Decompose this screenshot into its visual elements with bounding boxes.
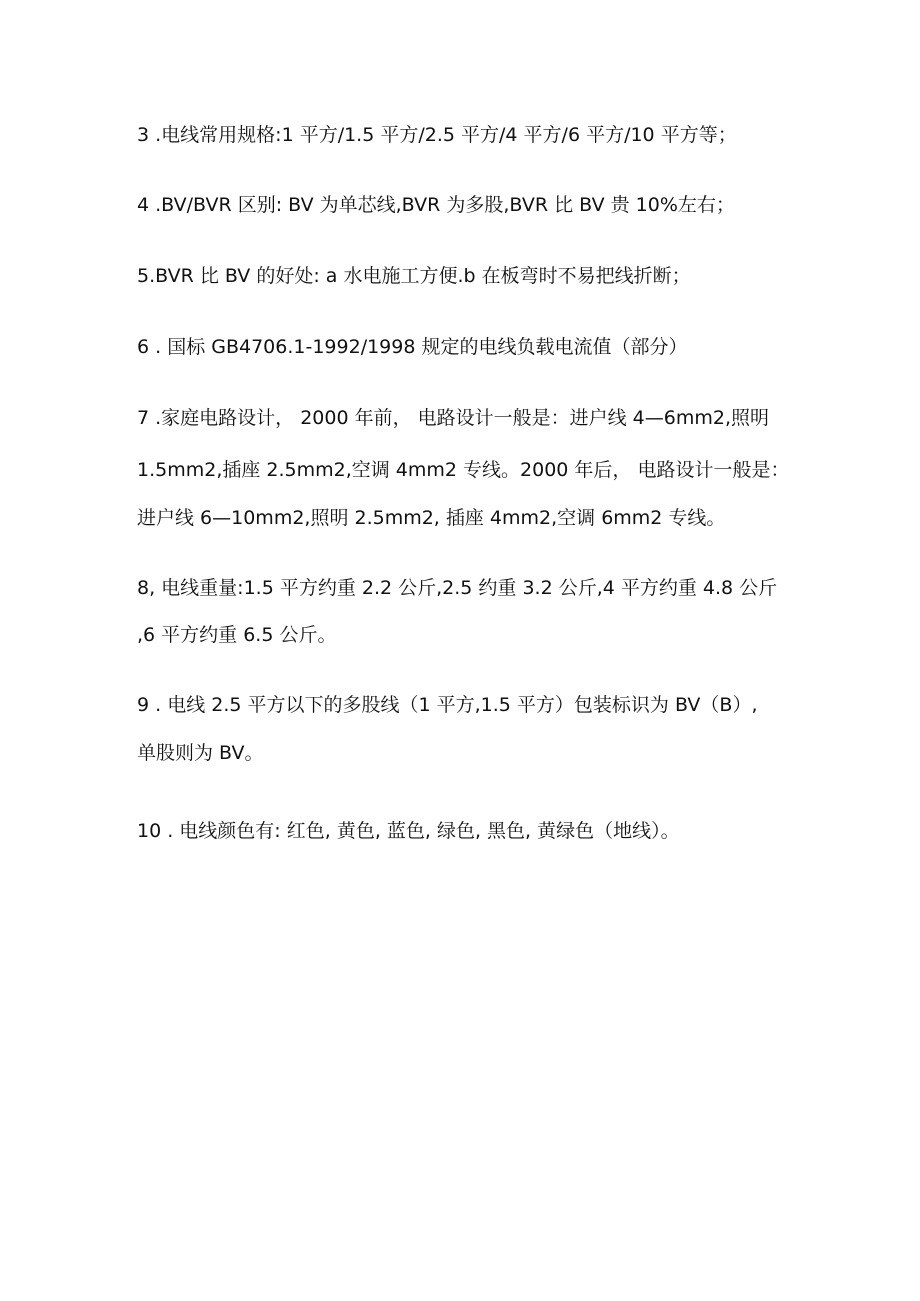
- text-line-item-6: 6 . 国标 GB4706.1-1992/1998 规定的电线负载电流值（部分）: [137, 336, 688, 358]
- text-line-item-3: 3 .电线常用规格:1 平方/1.5 平方/2.5 平方/4 平方/6 平方/10 平方等；: [137, 124, 737, 146]
- text-line-item-7b: 1.5mm2,插座 2.5mm2,空调 4mm2 专线。2000 年后， 电路设计一般是：: [137, 459, 790, 481]
- text-line-item-7a: 7 .家庭电路设计， 2000 年前， 电路设计一般是：进户线 4—6mm2,照明: [137, 407, 770, 429]
- text-line-item-10: 10 . 电线颜色有: 红色, 黄色, 蓝色, 绿色, 黑色, 黄绿色（地线）。: [137, 820, 680, 842]
- text-line-item-7c: 进户线 6—10mm2,照明 2.5mm2, 插座 4mm2,空调 6mm2 专线。: [137, 507, 726, 529]
- text-line-item-5: 5.BVR 比 BV 的好处: a 水电施工方便.b 在板弯时不易把线折断；: [137, 265, 691, 287]
- text-line-item-8a: 8, 电线重量:1.5 平方约重 2.2 公斤,2.5 约重 3.2 公斤,4 平方约重 4.8 公斤: [137, 577, 778, 599]
- text-line-item-9a: 9 . 电线 2.5 平方以下的多股线（1 平方,1.5 平方）包装标识为 BV（B）,: [137, 694, 758, 716]
- text-line-item-8b: ,6 平方约重 6.5 公斤。: [137, 624, 337, 646]
- text-line-item-4: 4 .BV/BVR 区别: BV 为单芯线,BVR 为多股,BVR 比 BV 贵 10%左右；: [137, 194, 735, 216]
- text-line-item-9b: 单股则为 BV。: [137, 742, 264, 764]
